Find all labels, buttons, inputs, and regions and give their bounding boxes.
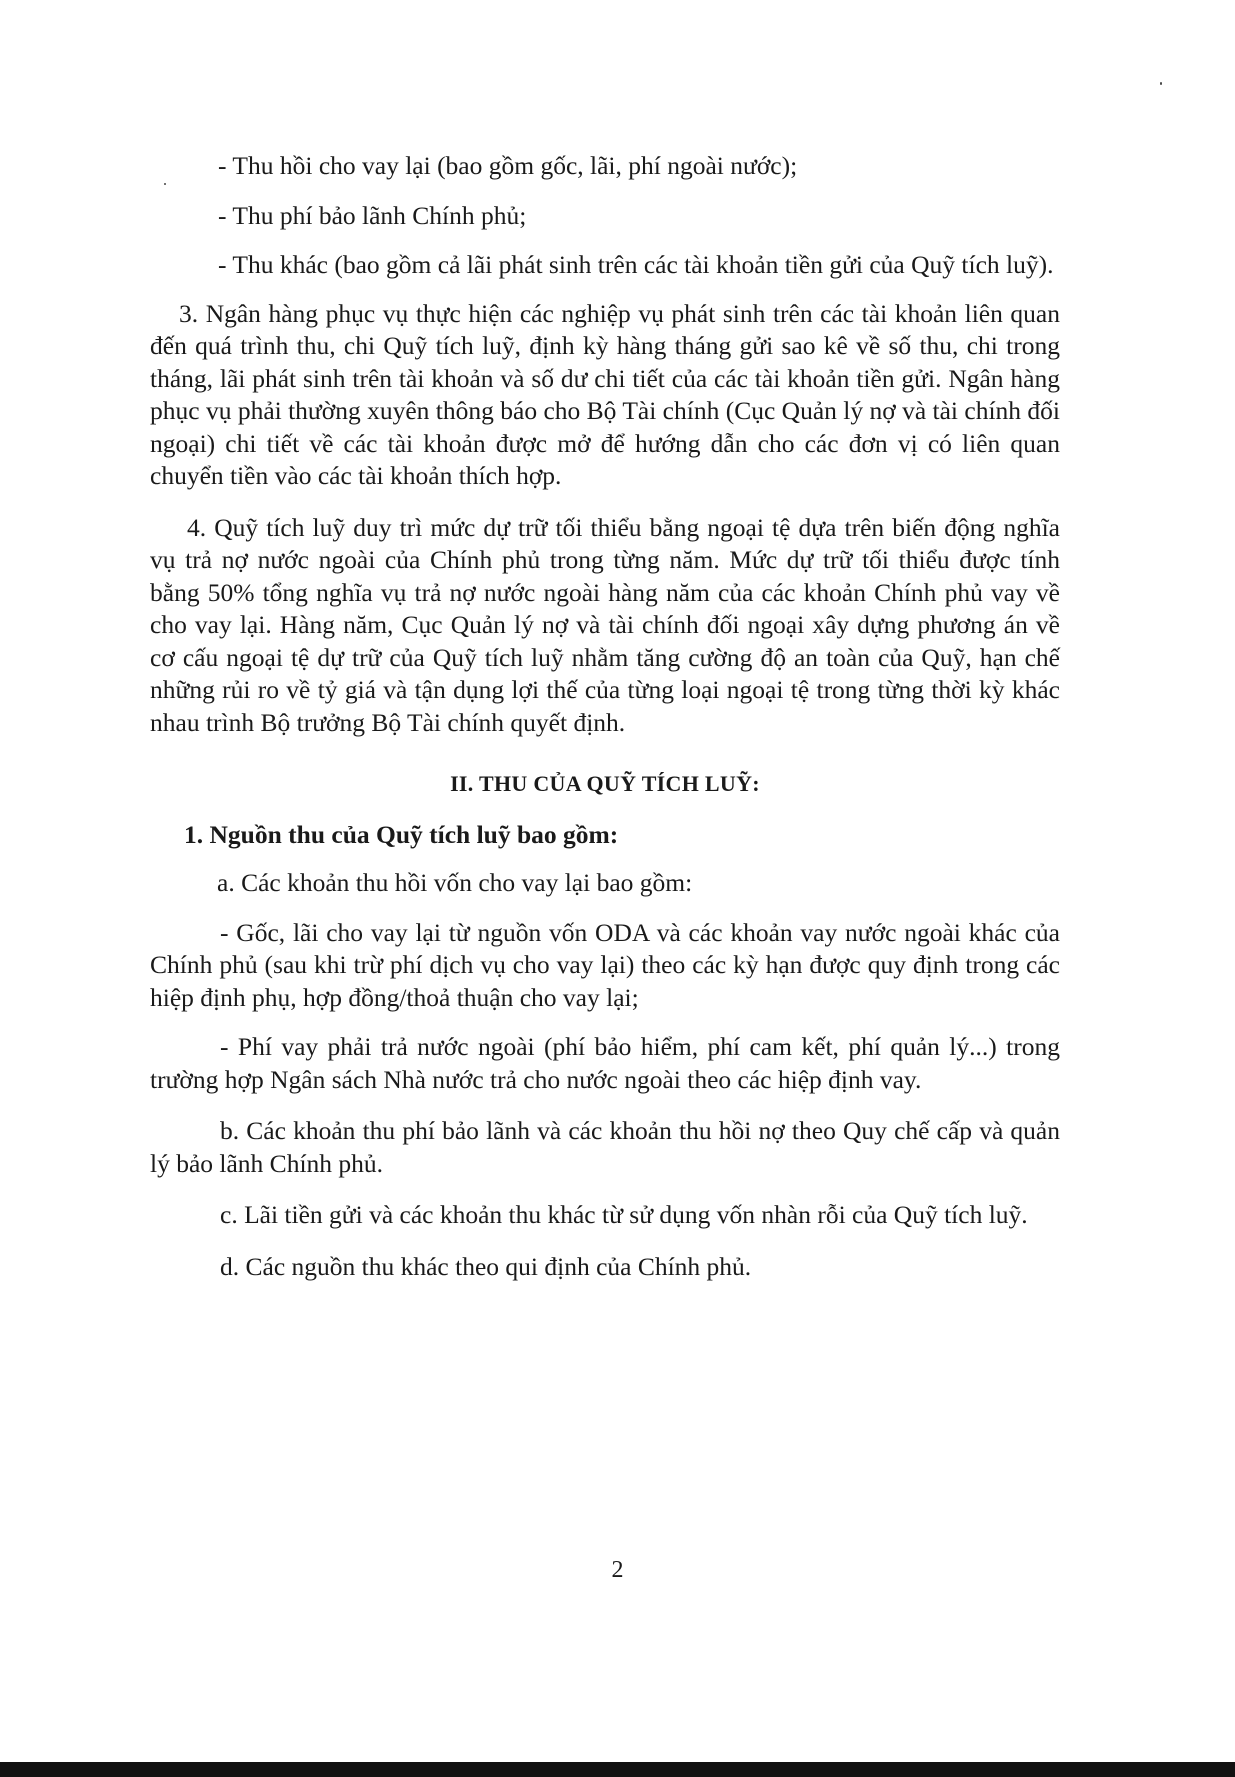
item-a-label: a. Các khoản thu hồi vốn cho vay lại bao gồm: [217, 868, 693, 897]
paragraph-4: 4. Quỹ tích luỹ duy trì mức dự trữ tối thiểu bằng ngoại tệ dựa trên biến động nghĩa vụ trả nợ nước ngoài của Chính phủ trong từng năm. Mức dự trữ tối thiểu được tính bằng 50% tổng nghĩa vụ trả nợ nước ngoài hàng năm của các khoản Chính phủ vay về cho vay lại. Hàng năm, Cục Quản lý nợ và tài chính đối ngoại xây dựng phương án về cơ cấu ngoại tệ dự trữ của Quỹ tích luỹ nhằm tăng cường độ an toàn của Quỹ, hạn chế những rủi ro về tỷ giá và tận dụng lợi thế của từng loại ngoại tệ trong từng thời kỳ khác nhau trình Bộ trưởng Bộ Tài chính quyết định. [150, 512, 1060, 737]
item-c: c. Lãi tiền gửi và các khoản thu khác từ sử dụng vốn nhàn rỗi của Quỹ tích luỹ. [220, 1200, 1028, 1229]
bullet-item: - Thu khác (bao gồm cả lãi phát sinh trên các tài khoản tiền gửi của Quỹ tích luỹ). [218, 250, 1054, 279]
scan-speck [1160, 82, 1162, 85]
sub-heading: 1. Nguồn thu của Quỹ tích luỹ bao gồm: [184, 819, 619, 849]
item-a-dash-2: - Phí vay phải trả nước ngoài (phí bảo hiểm, phí cam kết, phí quản lý...) trong trường hợp Ngân sách Nhà nước trả cho nước ngoài theo các hiệp định vay. [150, 1032, 1060, 1094]
item-a-dash-1: - Gốc, lãi cho vay lại từ nguồn vốn ODA và các khoản vay nước ngoài khác của Chính phủ (sau khi trừ phí dịch vụ cho vay lại) theo các kỳ hạn được quy định trong các hiệp định phụ, hợp đồng/thoả thuận cho vay lại; [150, 917, 1060, 1012]
item-d: d. Các nguồn thu khác theo qui định của Chính phủ. [220, 1251, 752, 1281]
paragraph-3: 3. Ngân hàng phục vụ thực hiện các nghiệp vụ phát sinh trên các tài khoản liên quan đến quá trình thu, chi Quỹ tích luỹ, định kỳ hàng tháng gửi sao kê về số thu, chi trong tháng, lãi phát sinh trên tài khoản và số dư chi tiết của các tài khoản tiền gửi. Ngân hàng phục vụ phải thường xuyên thông báo cho Bộ Tài chính (Cục Quản lý nợ và tài chính đối ngoại) chi tiết về các tài khoản được mở để hướng dẫn cho các đơn vị có liên quan chuyển tiền vào các tài khoản thích hợp. [150, 298, 1060, 490]
section-heading: II. THU CỦA QUỸ TÍCH LUỸ: [450, 771, 760, 796]
bullet-item: - Thu phí bảo lãnh Chính phủ; [218, 200, 527, 230]
bullet-item: - Thu hồi cho vay lại (bao gồm gốc, lãi, phí ngoài nước); [218, 151, 798, 180]
scan-bottom-edge [0, 1762, 1235, 1777]
item-b: b. Các khoản thu phí bảo lãnh và các khoản thu hồi nợ theo Quy chế cấp và quản lý bảo lãnh Chính phủ. [150, 1116, 1060, 1178]
page-number: 2 [611, 1557, 624, 1583]
document-body [150, 150, 1060, 1283]
